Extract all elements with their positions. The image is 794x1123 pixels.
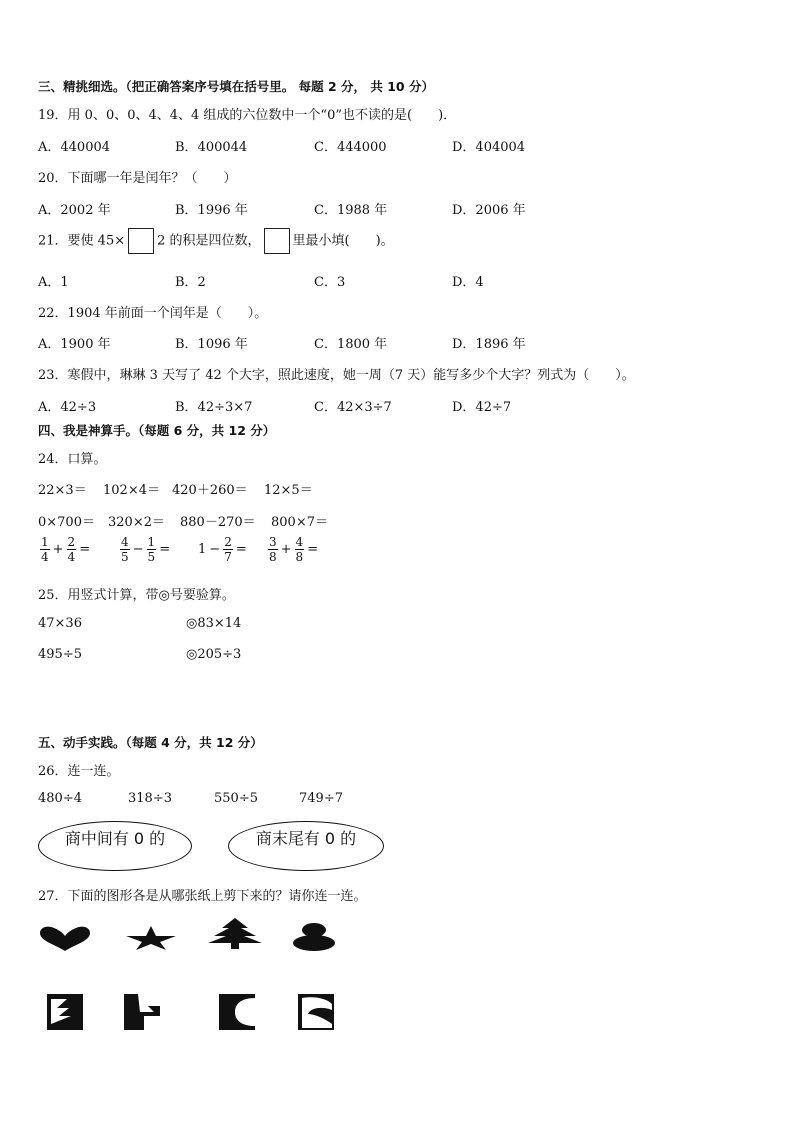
calc-item: 12×5＝ — [264, 483, 313, 498]
snowman-icon — [292, 922, 338, 952]
q20-option-d: D．2006 年 — [452, 203, 526, 218]
calc-item: 102×4＝ — [103, 483, 160, 498]
fraction-calc-2: $\frac{4}{5}$ − $\frac{1}{5}$ = — [121, 535, 171, 564]
blank-box — [128, 228, 154, 254]
question-19: 19．用 0、0、0、4、4、4 组成的六位数中一个“0”也不读的是( )． — [38, 108, 457, 123]
q20-option-c: C．1988 年 — [314, 203, 388, 218]
calc-item: 0×700＝ — [38, 515, 95, 530]
division-expr: 318÷3 — [128, 791, 172, 806]
question-25: 25．用竖式计算，带◎号要验算。 — [38, 588, 235, 603]
fraction: $\frac{2}{7}$ — [224, 535, 232, 564]
q21-text-mid: 2 的积是四位数， — [157, 233, 261, 249]
paper-cut-c-icon — [219, 994, 257, 1032]
heart-icon — [38, 925, 92, 953]
vertical-calc-item: 47×36 — [38, 616, 82, 631]
q21-option-b: B．2 — [175, 275, 206, 290]
section-5-title: 五、动手实践。（每题 4 分，共 12 分） — [38, 735, 263, 750]
fraction: $\frac{1}{4}$ — [41, 535, 49, 564]
paper-cut-notch-icon — [124, 994, 162, 1032]
q22-option-d: D．1896 年 — [452, 337, 526, 352]
paper-cut-zigzag-icon — [47, 994, 85, 1032]
q23-option-b: B．42÷3×7 — [175, 400, 253, 415]
calc-item: 880－270＝ — [180, 515, 256, 530]
q21-option-c: C．3 — [314, 275, 346, 290]
star-icon — [125, 925, 177, 951]
section-3-title: 三、精挑细选。（把正确答案序号填在括号里。 每题 2 分， 共 10 分） — [38, 79, 434, 94]
calc-item: 420＋260＝ — [172, 483, 248, 498]
oval-quotient-end-zero: 商末尾有 0 的 — [228, 821, 384, 871]
vertical-calc-item: 495÷5 — [38, 647, 82, 662]
vertical-calc-item: ◎205÷3 — [186, 647, 242, 662]
question-20: 20．下面哪一年是闰年？（ ） — [38, 171, 237, 186]
q23-option-a: A．42÷3 — [38, 400, 97, 415]
q23-option-c: C．42×3÷7 — [314, 400, 392, 415]
q20-option-b: B．1996 年 — [175, 203, 248, 218]
q23-option-d: D．42÷7 — [452, 400, 512, 415]
q22-option-a: A．1900 年 — [38, 337, 111, 352]
q19-option-d: D．404004 — [452, 140, 526, 155]
q19-option-b: B．400044 — [175, 140, 248, 155]
fraction-calc-3: 1 − $\frac{2}{7}$ = — [198, 535, 247, 564]
q19-option-c: C．444000 — [314, 140, 387, 155]
division-expr: 749÷7 — [299, 791, 343, 806]
q19-option-a: A．440004 — [38, 140, 111, 155]
fraction-calc-4: $\frac{3}{8}$ + $\frac{4}{8}$ = — [269, 535, 319, 564]
fraction: $\frac{4}{8}$ — [295, 535, 304, 564]
question-23: 23．寒假中，琳琳 3 天写了 42 个大字，照此速度，她一周（7 天）能写多少个大字？列式为（ ）。 — [38, 368, 635, 383]
section-4-title: 四、我是神算手。（每题 6 分，共 12 分） — [38, 423, 276, 438]
vertical-calc-item: ◎83×14 — [186, 616, 242, 631]
q20-option-a: A．2002 年 — [38, 203, 111, 218]
blank-box — [264, 228, 290, 254]
q22-option-c: C．1800 年 — [314, 337, 388, 352]
tree-icon — [208, 918, 262, 950]
fraction: $\frac{3}{8}$ — [269, 535, 277, 564]
fraction-calc-1: $\frac{1}{4}$ + $\frac{2}{4}$ = — [41, 535, 91, 564]
paper-cut-s-icon — [298, 994, 336, 1032]
question-24: 24．口算。 — [38, 452, 107, 467]
fraction: $\frac{4}{5}$ — [121, 535, 129, 564]
calc-item: 800×7＝ — [271, 515, 328, 530]
calc-item: 22×3＝ — [38, 483, 87, 498]
division-expr: 480÷4 — [38, 791, 82, 806]
fraction: $\frac{2}{4}$ — [67, 535, 76, 564]
q21-option-a: A．1 — [38, 275, 69, 290]
q21-text-pre: 21．要使 45× — [38, 233, 126, 249]
q22-option-b: B．1096 年 — [175, 337, 248, 352]
q21-text-post: 里最小填( )。 — [292, 233, 394, 249]
calc-item: 320×2＝ — [108, 515, 165, 530]
fraction: $\frac{1}{5}$ — [147, 535, 156, 564]
division-expr: 550÷5 — [214, 791, 258, 806]
question-22: 22．1904 年前面一个闰年是（ ）。 — [38, 306, 268, 321]
question-21 — [38, 228, 394, 254]
q21-option-d: D．4 — [452, 275, 484, 290]
oval-quotient-middle-zero: 商中间有 0 的 — [38, 821, 192, 871]
question-26: 26．连一连。 — [38, 764, 120, 779]
question-27: 27．下面的图形各是从哪张纸上剪下来的？请你连一连。 — [38, 889, 367, 904]
